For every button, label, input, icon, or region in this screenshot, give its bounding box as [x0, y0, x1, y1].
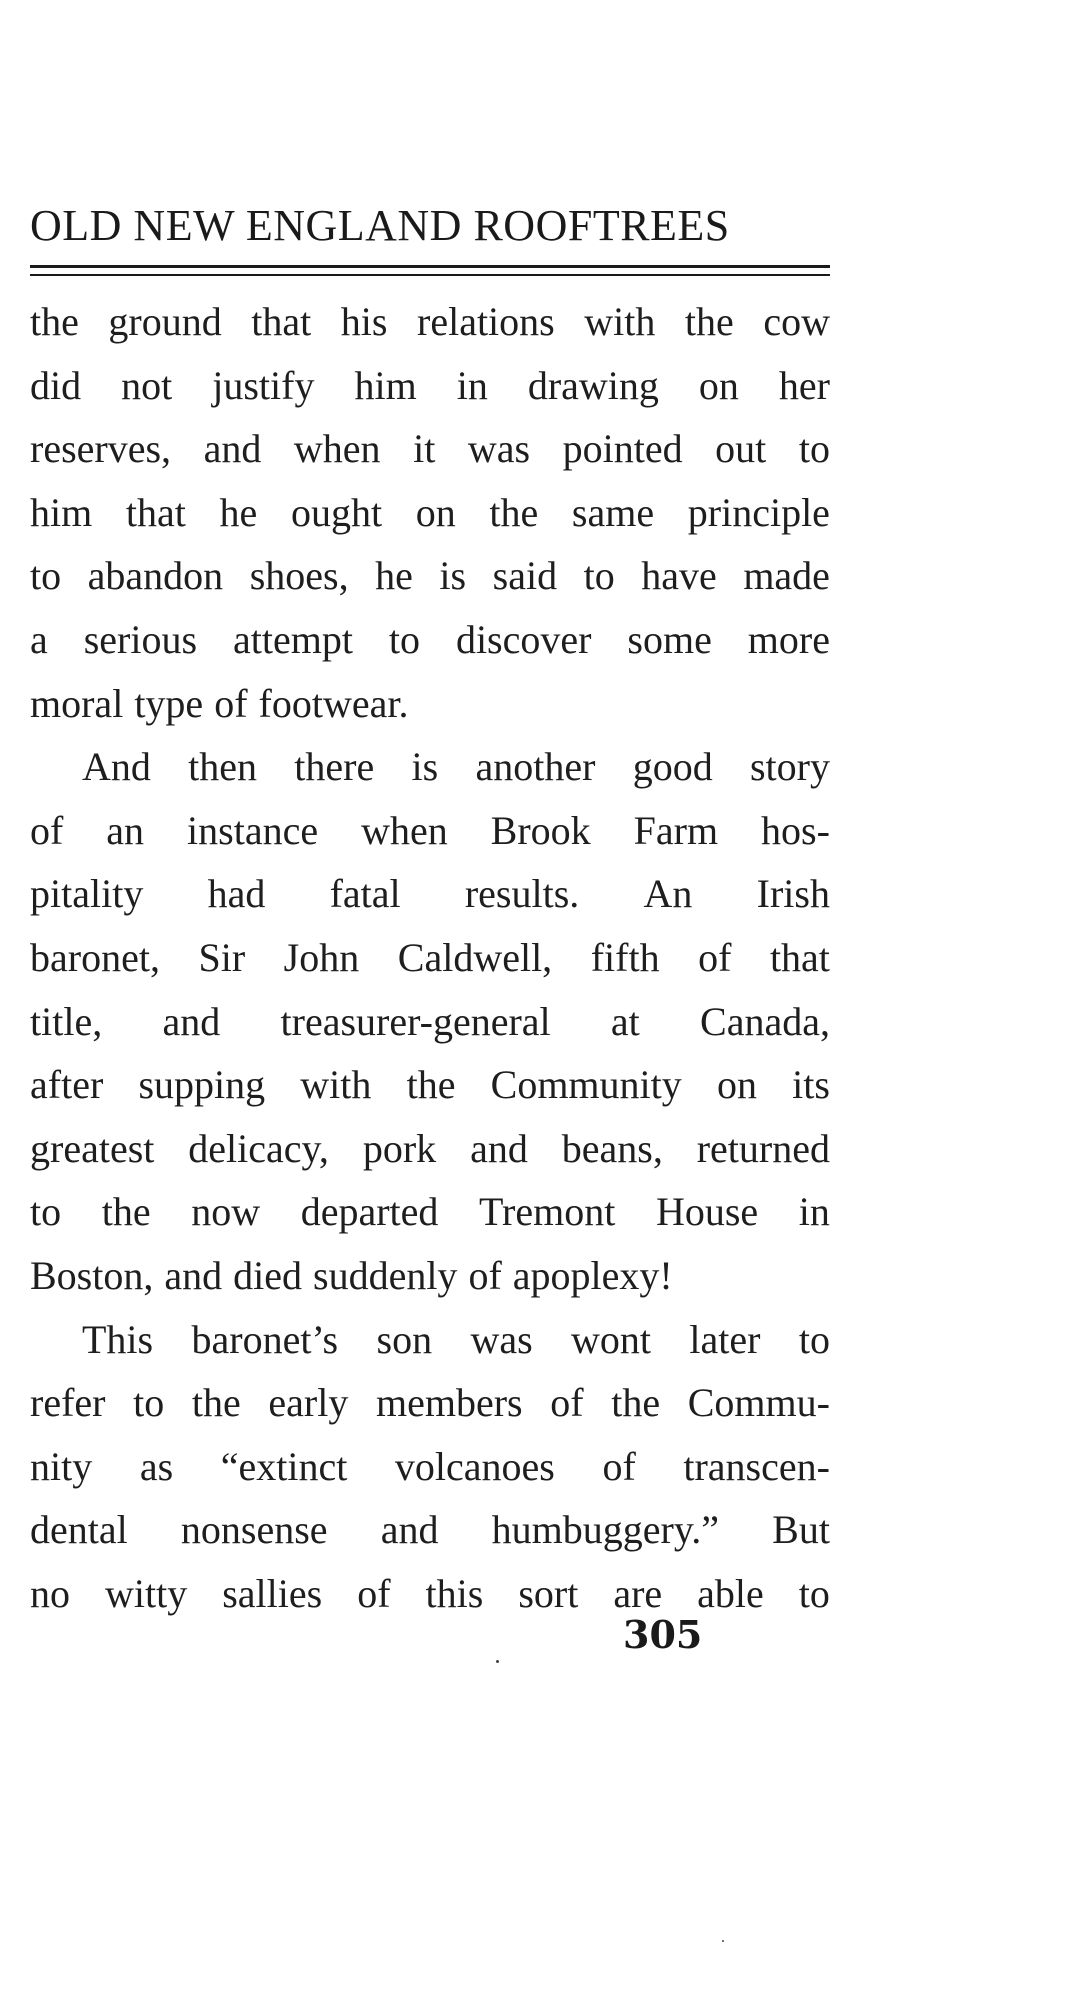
word: more — [747, 616, 830, 662]
word: the — [684, 299, 734, 344]
word: Farm — [633, 807, 719, 853]
word: and — [203, 426, 262, 472]
word: at — [610, 998, 640, 1044]
word: him — [354, 362, 417, 408]
word: departed — [300, 1189, 439, 1235]
word: story — [749, 744, 830, 790]
word: Community — [490, 1062, 682, 1108]
word: relations — [417, 299, 555, 344]
word: hos- — [761, 807, 830, 853]
word: members — [375, 1380, 523, 1426]
text-line — [30, 1117, 830, 1181]
text-line — [30, 1562, 830, 1626]
text-line — [30, 1244, 830, 1308]
word: abandon — [87, 553, 224, 599]
paragraph — [30, 735, 830, 1307]
header-rule-thin — [30, 274, 830, 276]
word: greatest — [30, 1125, 155, 1171]
word: is — [439, 553, 467, 599]
word: early — [268, 1380, 349, 1426]
word: a — [30, 616, 48, 662]
word: footwear. — [258, 680, 409, 726]
word: returned — [696, 1125, 830, 1171]
word: of — [468, 1252, 502, 1298]
header-rule-thick — [30, 265, 830, 268]
word: fifth — [590, 934, 660, 980]
word: “extinct — [220, 1443, 348, 1489]
word: good — [632, 744, 713, 790]
word: to — [133, 1380, 165, 1426]
word: with — [584, 299, 656, 344]
print-speck — [496, 1660, 499, 1663]
word: that — [125, 489, 186, 535]
word: title, — [30, 998, 103, 1044]
word: in — [456, 362, 488, 408]
word: said — [492, 553, 558, 599]
word: the — [101, 1189, 151, 1235]
text-line — [30, 481, 830, 545]
word: refer — [30, 1380, 106, 1426]
word: later — [689, 1316, 761, 1362]
word: apoplexy! — [512, 1252, 673, 1298]
body-text — [30, 290, 830, 1625]
word: ground — [108, 299, 222, 344]
word: volcanoes — [394, 1443, 555, 1489]
word: nity — [30, 1443, 93, 1489]
text-line — [30, 354, 830, 418]
word: the — [30, 299, 79, 344]
word: moral — [30, 680, 124, 726]
word: treasurer-general — [280, 998, 551, 1044]
word: dental — [30, 1507, 128, 1553]
word: beans, — [561, 1125, 663, 1171]
word: discover — [455, 616, 592, 662]
word: when — [361, 807, 448, 853]
word: pork — [362, 1125, 437, 1171]
word: Commu- — [687, 1380, 830, 1426]
word: same — [571, 489, 655, 535]
word: his — [340, 299, 388, 344]
word: her — [778, 362, 830, 408]
word: to — [798, 1316, 830, 1362]
text-line — [30, 990, 830, 1054]
word: fatal — [329, 871, 401, 917]
text-line — [30, 290, 830, 354]
word: attempt — [232, 616, 353, 662]
word: have — [641, 553, 717, 599]
word: after — [30, 1062, 104, 1108]
text-line — [30, 926, 830, 990]
word: serious — [83, 616, 198, 662]
word: died — [233, 1252, 302, 1298]
word: was — [470, 1316, 533, 1362]
word: cow — [763, 299, 830, 344]
word: the — [191, 1380, 241, 1426]
running-head: OLD NEW ENGLAND ROOFTREES — [30, 201, 730, 250]
word: and — [380, 1507, 439, 1553]
text-line — [30, 1053, 830, 1117]
word: son — [376, 1316, 433, 1362]
word: it — [413, 426, 436, 472]
word: him — [30, 489, 93, 535]
word: on — [698, 362, 739, 408]
paragraph — [30, 290, 830, 735]
word: Brook — [490, 807, 591, 853]
word: transcen- — [683, 1443, 830, 1489]
word: to — [388, 616, 420, 662]
word: on — [716, 1062, 757, 1108]
word: as — [139, 1443, 174, 1489]
word: and — [164, 1252, 223, 1298]
word: in — [798, 1189, 830, 1235]
text-line — [30, 1308, 830, 1372]
word: was — [467, 426, 531, 472]
word: are — [613, 1570, 663, 1616]
word: An — [643, 871, 693, 917]
page-number: 305 — [623, 1612, 703, 1657]
word: Irish — [756, 871, 830, 917]
word: justify — [212, 362, 315, 408]
print-speck — [722, 1940, 724, 1942]
word: to — [798, 1570, 830, 1616]
word: when — [293, 426, 381, 472]
word: the — [406, 1062, 456, 1108]
word: ought — [290, 489, 383, 535]
word: its — [792, 1062, 830, 1108]
word: wont — [571, 1316, 652, 1362]
word: out — [715, 426, 767, 472]
word: the — [611, 1380, 661, 1426]
word: type — [134, 680, 204, 726]
word: able — [697, 1570, 764, 1616]
word: and — [470, 1125, 528, 1171]
word: House — [655, 1189, 759, 1235]
text-line — [30, 862, 830, 926]
word: Tremont — [479, 1189, 616, 1235]
word: drawing — [527, 362, 659, 408]
word: And — [82, 744, 151, 790]
word: some — [627, 616, 712, 662]
word: then — [188, 744, 258, 790]
word: is — [411, 744, 439, 790]
word: to — [30, 1189, 62, 1235]
word: of — [30, 807, 64, 853]
word: witty — [105, 1570, 188, 1616]
word: instance — [187, 807, 319, 853]
word: to — [798, 426, 830, 472]
word: delicacy, — [188, 1125, 329, 1171]
word: Boston, — [30, 1252, 154, 1298]
word: and — [162, 998, 221, 1044]
word: there — [294, 744, 375, 790]
word: of — [214, 680, 248, 726]
word: had — [207, 871, 266, 917]
word: results. — [464, 871, 580, 917]
word: But — [772, 1507, 830, 1553]
word: the — [489, 489, 539, 535]
word: did — [30, 362, 82, 408]
word: Caldwell, — [397, 934, 553, 980]
word: he — [375, 553, 413, 599]
text-line — [30, 1498, 830, 1562]
word: on — [415, 489, 456, 535]
text-line — [30, 608, 830, 672]
text-line — [30, 1180, 830, 1244]
word: Canada, — [700, 998, 830, 1044]
word: reserves, — [30, 426, 172, 472]
word: sallies — [222, 1570, 323, 1616]
word: made — [743, 553, 830, 599]
word: that — [251, 299, 312, 344]
word: with — [300, 1062, 372, 1108]
word: shoes, — [249, 553, 349, 599]
text-line — [30, 672, 830, 736]
word: that — [769, 934, 830, 980]
word: of — [550, 1380, 584, 1426]
word: this — [425, 1570, 484, 1616]
word: now — [191, 1189, 261, 1235]
text-line — [30, 544, 830, 608]
paragraph — [30, 1308, 830, 1626]
word: he — [219, 489, 258, 535]
word: an — [106, 807, 145, 853]
word: This — [82, 1316, 154, 1362]
word: another — [475, 744, 596, 790]
word: baronet, — [30, 934, 160, 980]
word: supping — [138, 1062, 266, 1108]
word: baronet’s — [191, 1316, 339, 1362]
word: not — [121, 362, 173, 408]
word: no — [30, 1570, 70, 1616]
word: Sir — [198, 934, 246, 980]
text-line — [30, 1435, 830, 1499]
word: John — [283, 934, 360, 980]
text-line — [30, 1371, 830, 1435]
word: humbuggery.” — [491, 1507, 719, 1553]
word: pointed — [562, 426, 683, 472]
word: principle — [687, 489, 830, 535]
word: nonsense — [180, 1507, 328, 1553]
word: of — [698, 934, 732, 980]
word: suddenly — [313, 1252, 458, 1298]
word: to — [583, 553, 615, 599]
text-line — [30, 735, 830, 799]
word: of — [357, 1570, 391, 1616]
word: sort — [518, 1570, 579, 1616]
word: of — [602, 1443, 636, 1489]
word: pitality — [30, 871, 144, 917]
text-line — [30, 799, 830, 863]
text-line — [30, 417, 830, 481]
word: to — [30, 553, 62, 599]
